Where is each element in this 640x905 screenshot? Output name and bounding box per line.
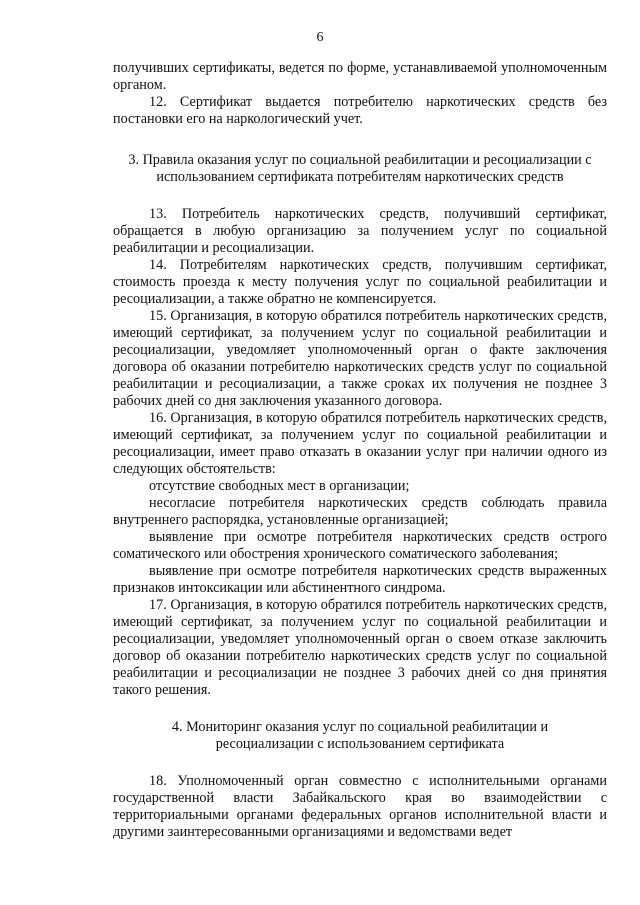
list-item: несогласие потребителя наркотических средств соблюдать правила внутреннего распорядка, установленные организацией; (113, 495, 607, 528)
paragraph-18: 18. Уполномоченный орган совместно с исполнительными органами государственной власти Забайкальского края во взаимодействии с территориальными органами федеральных органов исполнительной власти и другими заинтересованными организациями и ведомствами ведет (113, 773, 607, 840)
section-heading-3: 3. Правила оказания услуг по социальной реабилитации и ресоциализации с использованием сертификата потребителям наркотических средств (128, 152, 592, 185)
list-item: выявление при осмотре потребителя наркотических средств острого соматического или обострения хронического соматического заболевания; (113, 529, 607, 562)
list-item: отсутствие свободных мест в организации; (149, 478, 410, 494)
page-number: 6 (316, 30, 324, 45)
document-body (113, 60, 607, 841)
paragraph-12: 12. Сертификат выдается потребителю наркотических средств без постановки его на наркологический учет. (113, 94, 607, 127)
paragraph-continuation: получивших сертификаты, ведется по форме, устанавливаемой уполномоченным органом. (113, 60, 607, 93)
paragraph-14: 14. Потребителям наркотических средств, получившим сертификат, стоимость проезда к месту получения услуг по социальной реабилитации и ресоциализации, а также обратно не компенсируется. (113, 257, 607, 307)
paragraph-16: 16. Организация, в которую обратился потребитель наркотических средств, имеющий сертификат, за получением услуг по социальной реабилитации и ресоциализации, имеет право отказать в оказании услуг при наличии одного из следующих обстоятельств: (113, 410, 607, 477)
paragraph-17: 17. Организация, в которую обратился потребитель наркотических средств, имеющий сертификат, за получением услуг по социальной реабилитации и ресоциализации, уведомляет уполномоченный орган о своем отказе заключить договор об оказании потребителю наркотических средств услуг по социальной реабилитации и ресоциализации не позднее 3 рабочих дней со дня принятия такого решения. (113, 597, 607, 698)
paragraph-15: 15. Организация, в которую обратился потребитель наркотических средств, имеющий сертификат, за получением услуг по социальной реабилитации и ресоциализации, уведомляет уполномоченный орган о факте заключения договора об оказании потребителю наркотических средств услуг по социальной реабилитации и ресоциализации, а также сроках их получения не позднее 3 рабочих дней со дня заключения указанного договора. (113, 308, 607, 409)
paragraph-13: 13. Потребитель наркотических средств, получивший сертификат, обращается в любую организацию за получением услуг по социальной реабилитации и ресоциализации. (113, 206, 607, 256)
list-item: выявление при осмотре потребителя наркотических средств выраженных признаков интоксикации или абстинентного синдрома. (113, 563, 607, 596)
section-heading-4: 4. Мониторинг оказания услуг по социальной реабилитации и ресоциализации с использованием сертификата (171, 719, 549, 752)
